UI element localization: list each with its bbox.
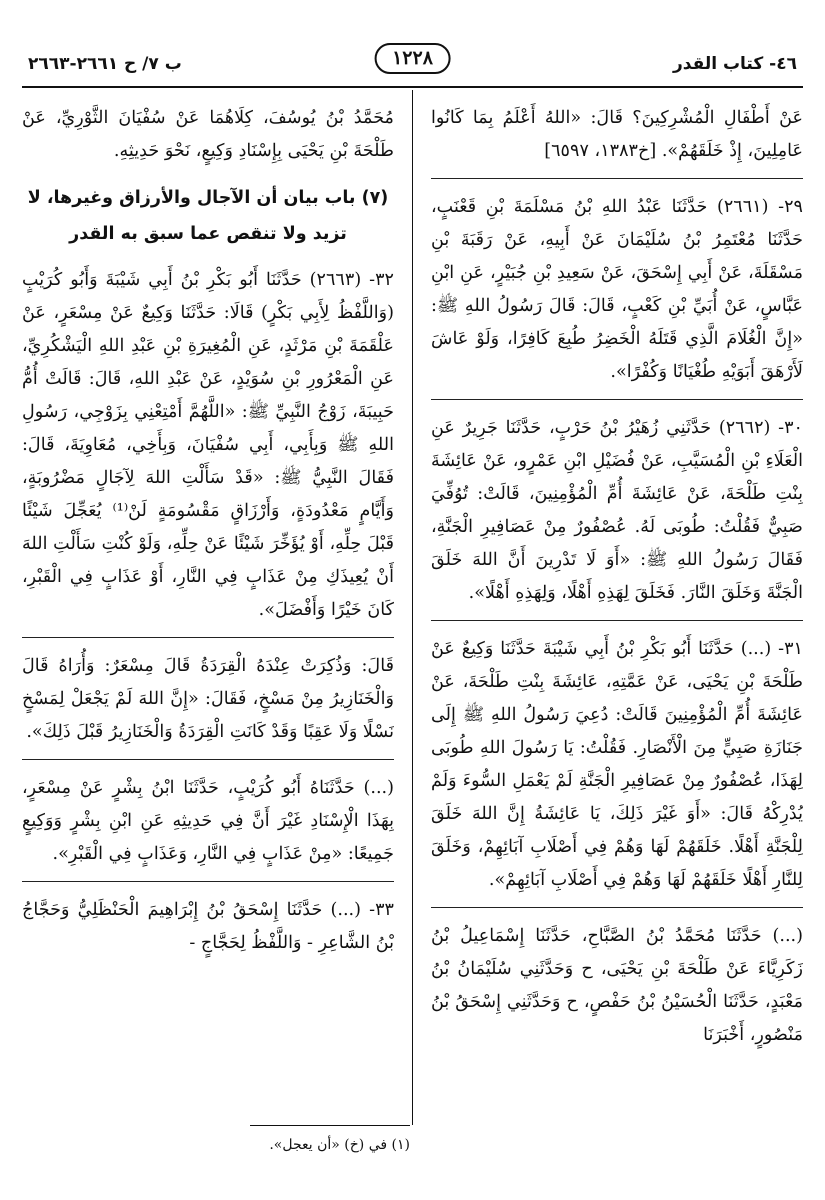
hadith-paragraph: قَالَ: وَذُكِرَتْ عِنْدَهُ الْقِرَدَةُ قَالَ مِسْعَرٌ: وَأُرَاهُ قَالَ وَالْخَنَازِيرُ مِنْ مَسْخٍ، فَقَالَ: «إِنَّ اللهَ لَمْ يَجْعَلْ لِمَسْخٍ نَسْلًا وَلَا عَقِبًا وَقَدْ كَانَتِ الْقِرَدَةُ وَالْخَنَازِيرُ قَبْلَ ذَلِكَ».: [22, 650, 394, 760]
footnote: (١) في (خ) «أن يعجل».: [269, 1137, 410, 1153]
paragraph: عَنْ أَطْفَالِ الْمُشْرِكِينَ؟ قَالَ: «اللهُ أَعْلَمُ بِمَا كَانُوا عَامِلِينَ، إِذْ خَلَقَهُمْ». [خ١٣٨٣، ٦٥٩٧]: [431, 102, 803, 179]
paragraph: مُحَمَّدُ بْنُ يُوسُفَ، كِلَاهُمَا عَنْ سُفْيَانَ الثَّوْرِيِّ، عَنْ طَلْحَةَ بْنِ يَحْيَى بِإِسْنَادِ وَكِيعٍ، نَحْوَ حَدِيثِهِ.: [22, 108, 394, 161]
hadith-paragraph: ٣١- (...) حَدَّثَنَا أَبُو بَكْرِ بْنُ أَبِي شَيْبَةَ حَدَّثَنَا وَكِيعٌ عَنْ طَلْحَةَ بْنِ يَحْيَى، عَنْ عَمَّتِهِ، عَائِشَةَ بِنْتِ طَلْحَةَ، عَنْ عَائِشَةَ أُمِّ الْمُؤْمِنِينَ قَالَتْ: دُعِيَ رَسُولُ اللهِ ﷺ إِلَى جَنَازَةِ صَبِيٍّ مِنَ الْأَنْصَارِ. فَقُلْتُ: يَا رَسُولَ اللهِ طُوبَى لِهَذَا، عُصْفُورٌ مِنْ عَصَافِيرِ الْجَنَّةِ لَمْ يَعْمَلِ السُّوءَ وَلَمْ يُدْرِكْهُ قَالَ: «أَوَ غَيْرَ ذَلِكَ، يَا عَائِشَةُ إِنَّ اللهَ خَلَقَ لِلْجَنَّةِ أَهْلًا. خَلَقَهُمْ لَهَا وَهُمْ فِي أَصْلَابِ آبَائِهِمْ، وَخَلَقَ لِلنَّارِ أَهْلًا خَلَقَهُمْ لَهَا وَهُمْ فِي أَصْلَابِ آبَائِهِمْ».: [431, 633, 803, 908]
footnote-rule: [250, 1125, 410, 1126]
column-divider: [412, 90, 413, 1125]
hadith-paragraph: ٣٢- (٢٦٦٣) حَدَّثَنَا أَبُو بَكْرِ بْنُ أَبِي شَيْبَةَ وَأَبُو كُرَيْبٍ (وَاللَّفْظُ لِأَبِي بَكْرٍ) قَالَا: حَدَّثَنَا وَكِيعٌ عَنْ مِسْعَرٍ، عَنْ عَلْقَمَةَ بْنِ مَرْثَدٍ، عَنِ الْمُغِيرَةِ بْنِ عَبْدِ اللهِ الْيَشْكُرِيِّ، عَنِ الْمَعْرُورِ بْنِ سُوَيْدٍ، عَنْ عَبْدِ اللهِ، قَالَ: قَالَتْ أُمُّ حَبِيبَةَ، زَوْجُ النَّبِيِّ ﷺ: «اللَّهُمَّ أَمْتِعْنِي بِزَوْجِي، رَسُولِ اللهِ ﷺ وَبِأَبِي، أَبِي سُفْيَانَ، وَبِأَخِي، مُعَاوِيَةَ، قَالَ: فَقَالَ النَّبِيُّ ﷺ: «قَدْ سَأَلْتِ اللهَ لِآجَالٍ مَضْرُوبَةٍ، وَأَيَّامٍ مَعْدُودَةٍ، وَأَرْزَاقٍ مَقْسُومَةٍ لَنْ⁽¹⁾ يُعَجِّلَ شَيْئًا قَبْلَ حِلِّهِ، أَوْ يُؤَخِّرَ شَيْئًا عَنْ حِلِّهِ، وَلَوْ كُنْتِ سَأَلْتِ اللهَ أَنْ يُعِيذَكِ مِنْ عَذَابٍ فِي النَّارِ، أَوْ عَذَابٍ فِي الْقَبْرِ، كَانَ خَيْرًا وَأَفْضَلَ».: [22, 264, 394, 638]
chapter-heading: (٧) باب بيان أن الآجال والأرزاق وغيرها، لا تزيد ولا تنقص عما سبق به القدر: [27, 188, 389, 244]
hadith-paragraph: ٢٩- (٢٦٦١) حَدَّثَنَا عَبْدُ اللهِ بْنُ مَسْلَمَةَ بْنِ قَعْنَبٍ، حَدَّثَنَا مُعْتَمِرُ بْنُ سُلَيْمَانَ عَنْ أَبِيهِ، عَنْ رَقَبَةَ بْنِ مَسْقَلَةَ، عَنْ أَبِي إِسْحَقَ، عَنْ سَعِيدِ بْنِ جُبَيْرٍ، عَنِ ابْنِ عَبَّاسٍ، عَنْ أُبَيِّ بْنِ كَعْبٍ، قَالَ: قَالَ رَسُولُ اللهِ ﷺ: «إِنَّ الْغُلَامَ الَّذِي قَتَلَهُ الْخَضِرُ طُبِعَ كَافِرًا، وَلَوْ عَاشَ لَأَرْهَقَ أَبَوَيْهِ طُغْيَانًا وَكُفْرًا».: [431, 191, 803, 400]
header-rule: [22, 86, 803, 88]
page-number: ١٢٢٨: [374, 43, 451, 74]
page-header: [22, 40, 803, 86]
hadith-paragraph: ٣٠- (٢٦٦٢) حَدَّثَنِي زُهَيْرُ بْنُ حَرْبٍ، حَدَّثَنَا جَرِيرٌ عَنِ الْعَلَاءِ بْنِ الْمُسَيَّبِ، عَنْ فُضَيْلِ ابْنِ عَمْرٍو، عَنْ عَائِشَةَ بِنْتِ طَلْحَةَ، عَنْ عَائِشَةَ أُمِّ الْمُؤْمِنِينَ، قَالَتْ: تُوُفِّيَ صَبِيٌّ فَقُلْتُ: طُوبَى لَهُ. عُصْفُورٌ مِنْ عَصَافِيرِ الْجَنَّةِ، فَقَالَ رَسُولُ اللهِ ﷺ: «أَوَ لَا تَدْرِينَ أَنَّ اللهَ خَلَقَ الْجَنَّةَ وَخَلَقَ النَّارَ. فَخَلَقَ لِهَذِهِ أَهْلًا، وَلِهَذِهِ أَهْلًا».: [431, 412, 803, 621]
hadith-paragraph: (...) حَدَّثَنَا مُحَمَّدُ بْنُ الصَّبَّاحِ، حَدَّثَنَا إِسْمَاعِيلُ بْنُ زَكَرِيَّاءَ عَنْ طَلْحَةَ بْنِ يَحْيَى، ح وَحَدَّثَنِي سُلَيْمَانُ بْنُ مَعْبَدٍ، حَدَّثَنَا الْحُسَيْنُ بْنُ حَفْصٍ، ح وَحَدَّثَنِي إِسْحَقُ بْنُ مَنْصُورٍ، أَخْبَرَنَا: [431, 926, 803, 1045]
right-column: [431, 102, 803, 1122]
left-column: [22, 102, 394, 1122]
hadith-paragraph: ٣٣- (...) حَدَّثَنَا إِسْحَقُ بْنُ إِبْرَاهِيمَ الْحَنْظَلِيُّ وَحَجَّاجُ بْنُ الشَّاعِرِ - وَاللَّفْظُ لِحَجَّاجٍ -: [22, 900, 394, 953]
book-title: ٤٦- كتاب القدر: [672, 54, 797, 74]
hadith-paragraph: (...) حَدَّثَنَاهُ أَبُو كُرَيْبٍ، حَدَّثَنَا ابْنُ بِشْرٍ عَنْ مِسْعَرٍ، بِهَذَا الْإِسْنَادِ غَيْرَ أَنَّ فِي حَدِيثِهِ عَنِ ابْنِ بِشْرٍ وَوَكِيعٍ جَمِيعًا: «مِنْ عَذَابٍ فِي النَّارِ، وَعَذَابٍ فِي الْقَبْرِ».: [22, 772, 394, 882]
hadith-range: ب ٧/ ح ٢٦٦١-٢٦٦٣: [28, 54, 182, 74]
